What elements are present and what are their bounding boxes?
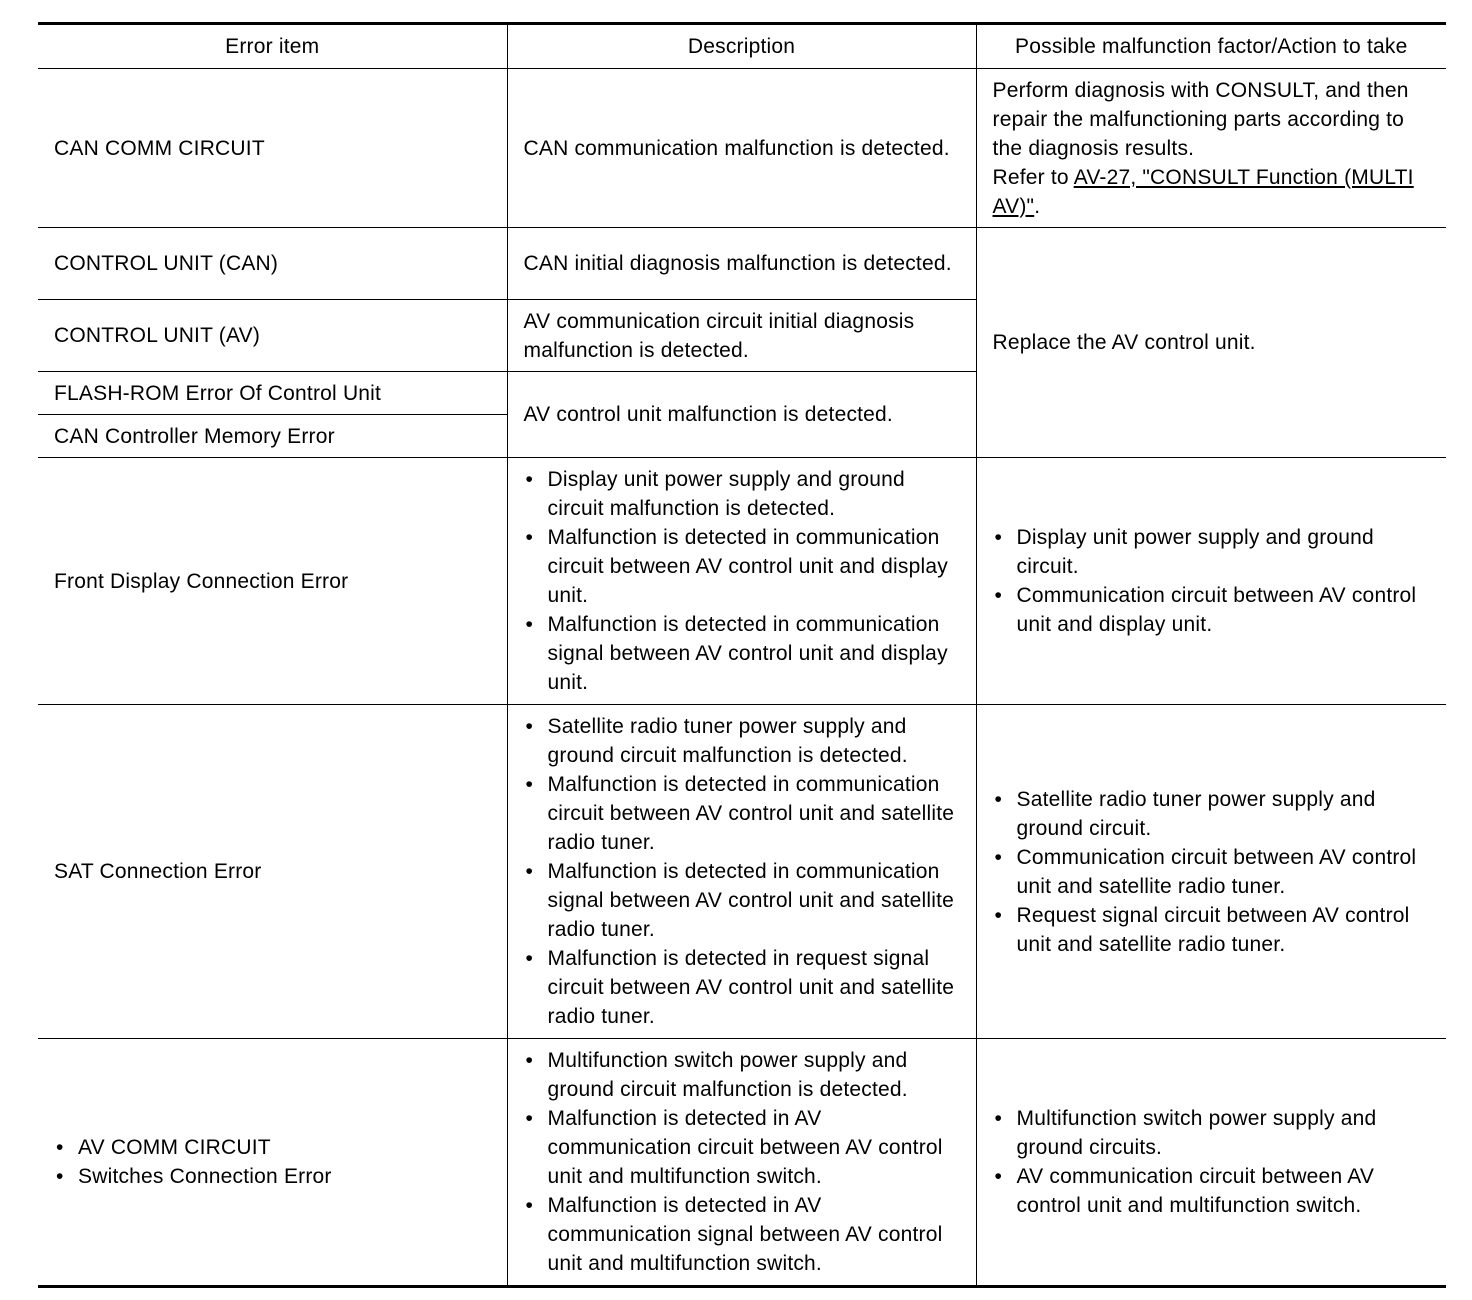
description-list (524, 712, 966, 1031)
action-list (993, 523, 1437, 639)
list-item: • Satellite radio tuner power supply and ground circuit malfunction is detected. (524, 712, 966, 770)
action-cell: Replace the AV control unit. (976, 228, 1446, 458)
description-cell: AV communication circuit initial diagnosis malfunction is detected. (507, 300, 976, 372)
action-list (993, 785, 1437, 959)
list-item: • Malfunction is detected in request signal circuit between AV control unit and satellite radio tuner. (524, 944, 966, 1031)
description-cell: CAN initial diagnosis malfunction is detected. (507, 228, 976, 300)
error-item-cell: SAT Connection Error (38, 705, 507, 1039)
list-item: • Multifunction switch power supply and ground circuit malfunction is detected. (524, 1046, 966, 1104)
list-item: • Display unit power supply and ground circuit. (993, 523, 1437, 581)
error-item-cell: CAN COMM CIRCUIT (38, 69, 507, 228)
action-text: Perform diagnosis with CONSULT, and then repair the malfunctioning parts according to the diagnosis results. (992, 78, 1409, 160)
action-cell (976, 69, 1446, 228)
refer-text: Refer to (992, 165, 1074, 189)
action-list (993, 1104, 1437, 1220)
error-item-cell: CAN Controller Memory Error (38, 415, 507, 458)
description-cell: AV control unit malfunction is detected. (507, 372, 976, 458)
header-error-item: Error item (38, 24, 507, 69)
description-list (524, 1046, 966, 1278)
description-cell (507, 705, 976, 1039)
list-item: • AV communication circuit between AV control unit and multifunction switch. (993, 1162, 1437, 1220)
list-item: • Communication circuit between AV control unit and display unit. (993, 581, 1437, 639)
list-item: • Malfunction is detected in communication circuit between AV control unit and display unit. (524, 523, 966, 610)
action-cell (976, 1039, 1446, 1287)
error-item-cell: CONTROL UNIT (CAN) (38, 228, 507, 300)
table-row (38, 458, 1446, 705)
list-item: • Communication circuit between AV control unit and satellite radio tuner. (993, 843, 1437, 901)
table-row (38, 705, 1446, 1039)
table-row (38, 1039, 1446, 1287)
header-description: Description (507, 24, 976, 69)
list-item: • Satellite radio tuner power supply and ground circuit. (993, 785, 1437, 843)
description-cell: CAN communication malfunction is detected. (507, 69, 976, 228)
list-item: • Switches Connection Error (54, 1162, 497, 1191)
list-item: • Request signal circuit between AV control unit and satellite radio tuner. (993, 901, 1437, 959)
list-item: • Multifunction switch power supply and ground circuits. (993, 1104, 1437, 1162)
table-header-row (38, 24, 1446, 69)
description-cell (507, 1039, 976, 1287)
refer-end: . (1034, 194, 1041, 218)
error-item-cell: FLASH-ROM Error Of Control Unit (38, 372, 507, 415)
list-item: • Malfunction is detected in communication circuit between AV control unit and satellite radio tuner. (524, 770, 966, 857)
error-item-cell (38, 1039, 507, 1287)
description-list (524, 465, 966, 697)
description-cell (507, 458, 976, 705)
list-item: • Malfunction is detected in AV communication circuit between AV control unit and multifunction switch. (524, 1104, 966, 1191)
list-item: • Malfunction is detected in communication signal between AV control unit and display unit. (524, 610, 966, 697)
action-cell (976, 458, 1446, 705)
error-item-cell: CONTROL UNIT (AV) (38, 300, 507, 372)
consult-function-link[interactable]: AV-27, "CONSULT Function (MULTI AV)" (992, 165, 1414, 218)
error-item-table (38, 22, 1446, 1288)
list-item: • Display unit power supply and ground circuit malfunction is detected. (524, 465, 966, 523)
error-item-cell: Front Display Connection Error (38, 458, 507, 705)
table-row (38, 228, 1446, 300)
list-item: • Malfunction is detected in AV communication signal between AV control unit and multifunction switch. (524, 1191, 966, 1278)
list-item: • Malfunction is detected in communication signal between AV control unit and satellite radio tuner. (524, 857, 966, 944)
header-action: Possible malfunction factor/Action to take (976, 24, 1446, 69)
table-row (38, 69, 1446, 228)
action-cell (976, 705, 1446, 1039)
error-item-list (54, 1133, 497, 1191)
list-item: • AV COMM CIRCUIT (54, 1133, 497, 1162)
